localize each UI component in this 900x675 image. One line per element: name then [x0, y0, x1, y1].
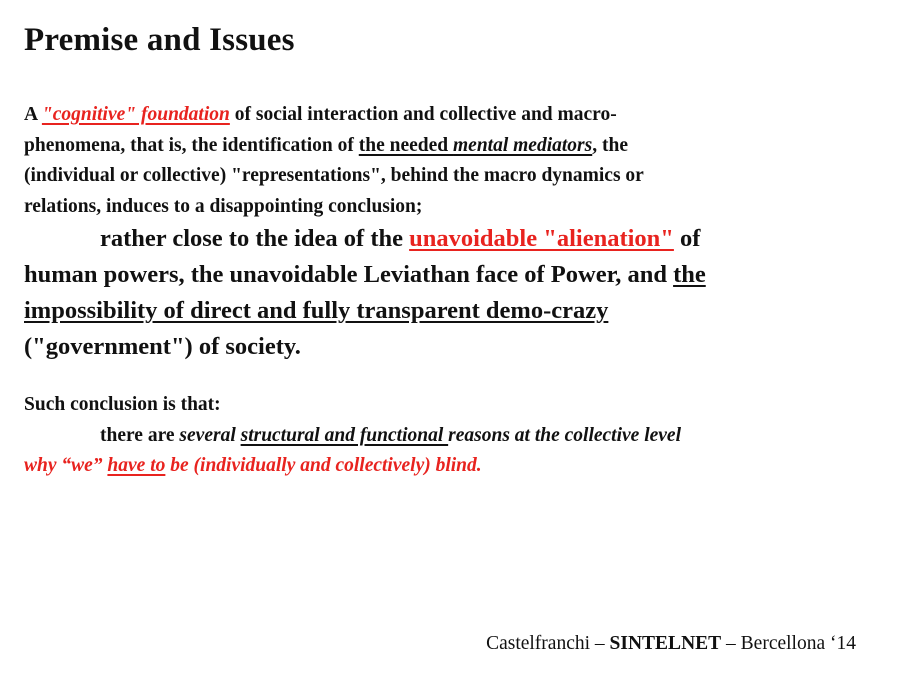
text-run: A: [24, 104, 42, 125]
premise-line-4: relations, induces to a disappointing conclusion;: [24, 195, 423, 217]
such-conclusion-line-2: [24, 421, 681, 452]
premise-line-1: [24, 100, 644, 131]
have-to-underline: have to: [107, 455, 166, 476]
slide-title: Premise and Issues: [24, 22, 295, 58]
structural-functional-underline: structural and functional: [240, 424, 449, 446]
text-run: human powers, the unavoidable Leviathan face of Power, and: [24, 261, 674, 288]
footer-project: SINTELNET: [609, 633, 722, 654]
conclusion-line-3: impossibility of direct and fully transparent demo-crazy: [24, 297, 609, 324]
conclusion-line-2: [24, 257, 706, 293]
impossibility-underline-start: the: [673, 261, 706, 288]
premise-line-3: (individual or collective) "representations", behind the macro dynamics or: [24, 165, 644, 186]
such-conclusion-line-3: [24, 451, 681, 482]
conclusion-line-4: ("government") of society.: [24, 333, 301, 360]
text-run: of: [673, 225, 701, 252]
text-run: be (individually and collectively) blind.: [165, 455, 482, 476]
footer-author: Castelfranchi –: [486, 633, 610, 654]
needed-mediators-underline: [359, 135, 592, 156]
text-run: of social interaction and collective and macro-: [229, 104, 617, 125]
mental-mediators-italic: mental mediators: [453, 134, 593, 156]
reasons-italic: reasons at the collective level: [448, 424, 681, 446]
text-run: there are: [100, 424, 180, 446]
premise-paragraph: [24, 100, 644, 222]
cognitive-foundation-emphasis: "cognitive" foundation: [41, 104, 230, 125]
conclusion-line-1: [24, 221, 706, 257]
such-conclusion-line-1: Such conclusion is that:: [24, 394, 221, 415]
text-run: rather close to the idea of the: [100, 225, 410, 252]
text-run: , the: [592, 134, 628, 156]
slide-footer: [486, 633, 856, 655]
text-run: the needed: [358, 134, 454, 156]
conclusion-paragraph: [24, 221, 706, 365]
several-italic: several: [179, 424, 241, 446]
premise-line-2: [24, 131, 644, 162]
text-run: phenomena, that is, the identification of: [24, 134, 359, 156]
footer-venue: – Bercellona ‘14: [721, 633, 856, 654]
such-conclusion-paragraph: [24, 390, 681, 482]
text-run: why “we”: [24, 455, 108, 476]
alienation-emphasis: unavoidable "alienation": [409, 225, 674, 252]
